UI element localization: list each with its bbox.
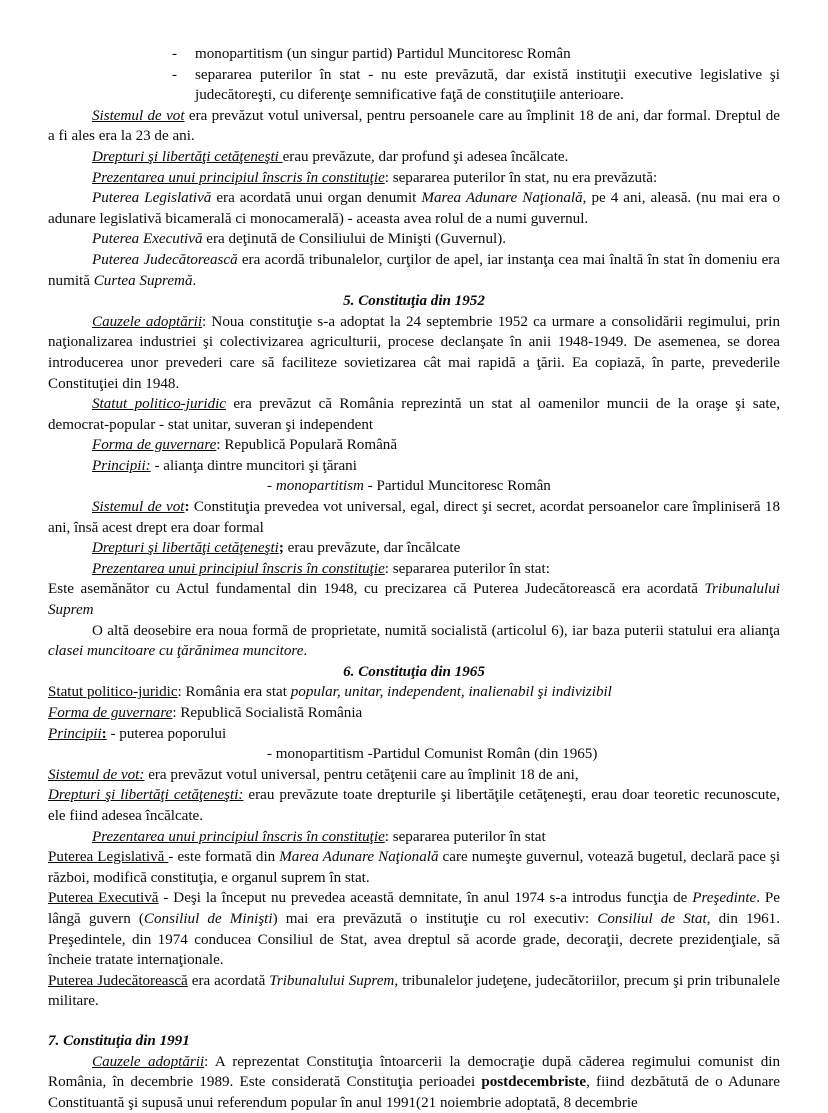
label-sistemul-de-vot: Sistemul de vot: [48,767,144,783]
paragraph-putere-executiva-1965 [48,888,780,970]
colon-bold: : [184,499,189,515]
label-prezentarea-principiu: Prezentarea unui principiul înscris în constituţie [92,829,385,845]
paragraph-deosebire-1952 [48,621,780,662]
list-item [48,65,780,106]
text-executiva-b: . Pe lângă guvern ( [48,890,780,927]
paragraph-drepturi-1965 [48,785,780,826]
paragraph-drepturi-1952 [48,538,780,559]
text-deosebire-a: O altă deosebire era noua formă de proprietate, numită socialistă (articolul 6), iar baza puterii statului era alianţa [92,623,780,639]
label-statut-politico-juridic: Statut politico-juridic [48,684,178,700]
heading-section-7: 7. Constituţia din 1991 [48,1031,780,1052]
text-cauzele-adoptarii: : Noua constituţie s-a adoptat la 24 septembrie 1952 ca urmare a consolidării regimului, prin naţionalizarea industriei şi colectivizarea agriculturii, procese declanşate în anii 1948-1949. De asemenea, se dorea introducerea unor prevederi care să faciliteze sovietizarea cât mai rapidă a ţării. Ea copiază, în parte, prevederile Constituţiei din 1948. [48,314,780,392]
paragraph-principii-1965 [48,724,780,745]
list-item [48,44,780,65]
semicolon-bold: ; [279,540,284,556]
paragraph-asemanator-1952 [48,579,780,620]
paragraph-statut-1965 [48,682,780,703]
text-prezentarea-principiu: : separarea puterilor în stat: [385,561,550,577]
text-principii-second: - monopartitism -Partidul Comunist Român (din 1965) [267,746,597,762]
heading-section-5: 5. Constituţia din 1952 [48,291,780,312]
text-drepturi-libertati: erau prevăzute toate drepturile şi libertăţile cetăţeneşti, erau doar teoretic recunoscute, ele fiind adesea încălcate. [48,787,780,824]
text-legislativa-a: - este formată din [168,849,279,865]
paragraph-principii-1952 [48,456,780,477]
text-principii-second-rest: - Partidul Muncitoresc Român [364,478,551,494]
text-forma-de-guvernare: : Republică Socialistă România [172,705,362,721]
text-principii-first: - puterea poporului [107,726,226,742]
text-executiva: era deţinută de Consiliului de Minişti (Guvernul). [203,231,507,247]
bold-postdecembriste: postdecembriste [481,1074,586,1090]
label-sistemul-de-vot: Sistemul de vot [92,108,185,124]
italic-clasei-muncitoare: clasei muncitoare cu ţărănimea muncitore [48,643,303,659]
label-cauzele-adoptarii: Cauzele adoptării [92,1054,204,1070]
section-spacer [48,1012,780,1031]
colon-bold: : [102,726,107,742]
paragraph-principii-1952-second [48,476,780,497]
text-judecatoreasca-b: , tribunalelor judeţene, judecătoriilor, precum şi prin tribunalele militare. [48,973,780,1010]
paragraph-cauzele-1991 [48,1052,780,1113]
text-prezentarea-principiu: : separarea puterilor în stat, nu era prevăzută: [385,170,657,186]
paragraph-sistem-vot-1952 [48,497,780,538]
text-prezentarea-principiu: : separarea puterilor în stat [385,829,546,845]
label-statut-politico-juridic: Statut politico-juridic [92,396,226,412]
label-drepturi-libertati: Drepturi şi libertăţi cetăţeneşti [92,540,279,556]
label-putere-executiva: Puterea Executivă [48,890,159,906]
italic-marea-adunare-nationala: Marea Adunare Naţională [279,849,438,865]
paragraph-prezentarea-1952 [48,559,780,580]
italic-consiliul-de-ministi: Consiliul de Minişti [144,911,273,927]
italic-tribunalului-suprem: Tribunalului Suprem [48,581,780,618]
italic-statut-descriere: popular, unitar, independent, inalienabil şi indivizibil [291,684,612,700]
text-judecatoreasca-a: era acordă tribunalelor, curţilor de apel, iar instanţa cea mai înaltă în stat în domeniu era numită [48,252,780,289]
text-legislativa-a: era acordată unui organ denumit [211,190,421,206]
italic-consiliul-de-stat: Consiliul de Stat [597,911,706,927]
bullet-dash-icon: - [267,478,276,494]
text-cauzele-a: : A reprezentat Constituţia întoarcerii la democraţie după căderea regimului comunist din România, în decembrie 1989. Este considerată Constituţia perioadei [48,1054,780,1091]
document-body [48,44,780,1113]
bullet-dash-icon: - [172,65,177,86]
text-deosebire-b: . [303,643,307,659]
label-putere-judecatoreasca: Puterea Judecătorească [92,252,238,268]
label-drepturi-libertati: Drepturi şi libertăţi cetăţeneşti: [48,787,243,803]
italic-monopartitism: monopartitism [276,478,364,494]
paragraph-forma-guvernare-1952 [48,435,780,456]
text-judecatoreasca-a: era acordată [188,973,270,989]
label-forma-de-guvernare: Forma de guvernare [48,705,172,721]
paragraph-putere-legislativa-1948 [48,188,780,229]
paragraph-prezentarea-1965 [48,827,780,848]
italic-marea-adunare-nationala: Marea Adunare Naţională [421,190,582,206]
label-prezentarea-principiu: Prezentarea unui principiul înscris în constituţie [92,561,385,577]
paragraph-prezentarea-1948 [48,168,780,189]
text-statut-a: : România era stat [178,684,291,700]
label-drepturi-libertati: Drepturi şi libertăţi cetăţeneşti [92,149,283,165]
paragraph-putere-judecatoreasca-1948 [48,250,780,291]
label-putere-legislativa: Puterea Legislativă [92,190,211,206]
label-principii: Principii [48,726,102,742]
text-legislativa-b: , pe 4 ani, aleasă. (nu mai era o adunare legislativă bicamerală ci monocamerală) - aceasta avea rolul de a numi guvernul. [48,190,780,227]
paragraph-putere-legislativa-1965 [48,847,780,888]
text-principii-first: - alianţa dintre muncitori şi ţărani [151,458,357,474]
text-executiva-a: - Deşi la început nu prevedea această demnitate, în anul 1974 s-a introdus funcţia de [159,890,693,906]
heading-section-6: 6. Constituţia din 1965 [48,662,780,683]
paragraph-sistemul-de-vot-1948 [48,106,780,147]
text-sistemul-de-vot: era prevăzut votul universal, pentru persoanele care au împlinit 18 de ani, dar formal. Dreptul de a fi ales era la 23 de ani. [48,108,780,145]
text-judecatoreasca-b: . [193,273,197,289]
paragraph-drepturi-1948 [48,147,780,168]
text-executiva-d: , din 1961. Preşedintele, din 1974 conducea Consiliul de Stat, avea dreptul să acorde grade, decoraţii, decrete prezidenţiale, să încheie tratate internaţionale. [48,911,780,968]
bullet-text: separarea puterilor în stat - nu este prevăzută, dar există instituţii executive legislative şi judecătoreşti, cu diferenţe semnificative faţă de constituţiile anterioare. [195,67,780,104]
label-forma-de-guvernare: Forma de guvernare [92,437,216,453]
text-statut-politico-juridic: era prevăzut că România reprezintă un stat al oamenilor muncii de la oraşe şi sate, democrat-popular - stat unitar, suveran şi independent [48,396,780,433]
label-cauzele-adoptarii: Cauzele adoptării [92,314,202,330]
text-asemanator: Este asemănător cu Actul fundamental din 1948, cu precizarea că Puterea Judecătorească era acordată [48,581,705,597]
paragraph-forma-guvernare-1965 [48,703,780,724]
text-cauzele-b: , fiind dezbătută de o Adunare Constituantă şi supusă unui referendum popular în anul 1991(21 noiembrie adoptată, 8 decembrie [48,1074,780,1111]
paragraph-sistem-vot-1965 [48,765,780,786]
text-legislativa-b: care numeşte guvernul, votează bugetul, declară pace şi război, modifică constituţia, e organul suprem în stat. [48,849,780,886]
paragraph-statut-1952 [48,394,780,435]
label-putere-executiva: Puterea Executivă [92,231,203,247]
label-putere-judecatoreasca: Puterea Judecătorească [48,973,188,989]
paragraph-putere-judecatoreasca-1965 [48,971,780,1012]
label-sistemul-de-vot: Sistemul de vot [92,499,184,515]
paragraph-putere-executiva-1948 [48,229,780,250]
italic-tribunalului-suprem: Tribunalului Suprem [269,973,394,989]
text-forma-de-guvernare: : Republică Populară Română [216,437,397,453]
label-putere-legislativa: Puterea Legislativă [48,849,168,865]
italic-presedinte: Preşedinte [692,890,756,906]
text-drepturi-libertati: erau prevăzute, dar profund şi adesea încălcate. [283,149,569,165]
bullet-list-1948 [48,44,780,106]
label-principii: Principii: [92,458,151,474]
label-prezentarea-principiu: Prezentarea unui principiul înscris în constituţie [92,170,385,186]
bullet-text: monopartitism (un singur partid) Partidul Muncitoresc Român [195,46,571,62]
italic-curtea-suprema: Curtea Supremă [94,273,193,289]
text-drepturi-libertati: erau prevăzute, dar încălcate [284,540,460,556]
paragraph-cauzele-1952 [48,312,780,394]
bullet-dash-icon: - [172,44,177,65]
paragraph-principii-1965-second [48,744,780,765]
text-executiva-c: ) mai era prevăzută o instituţie cu rol executiv: [273,911,598,927]
text-sistem-vot: Constituţia prevedea vot universal, egal, direct şi secret, acordat persoanelor care împliniseră 18 ani, însă acest drept era doar formal [48,499,780,536]
text-sistem-vot: era prevăzut votul universal, pentru cetăţenii care au împlinit 18 de ani, [144,767,578,783]
